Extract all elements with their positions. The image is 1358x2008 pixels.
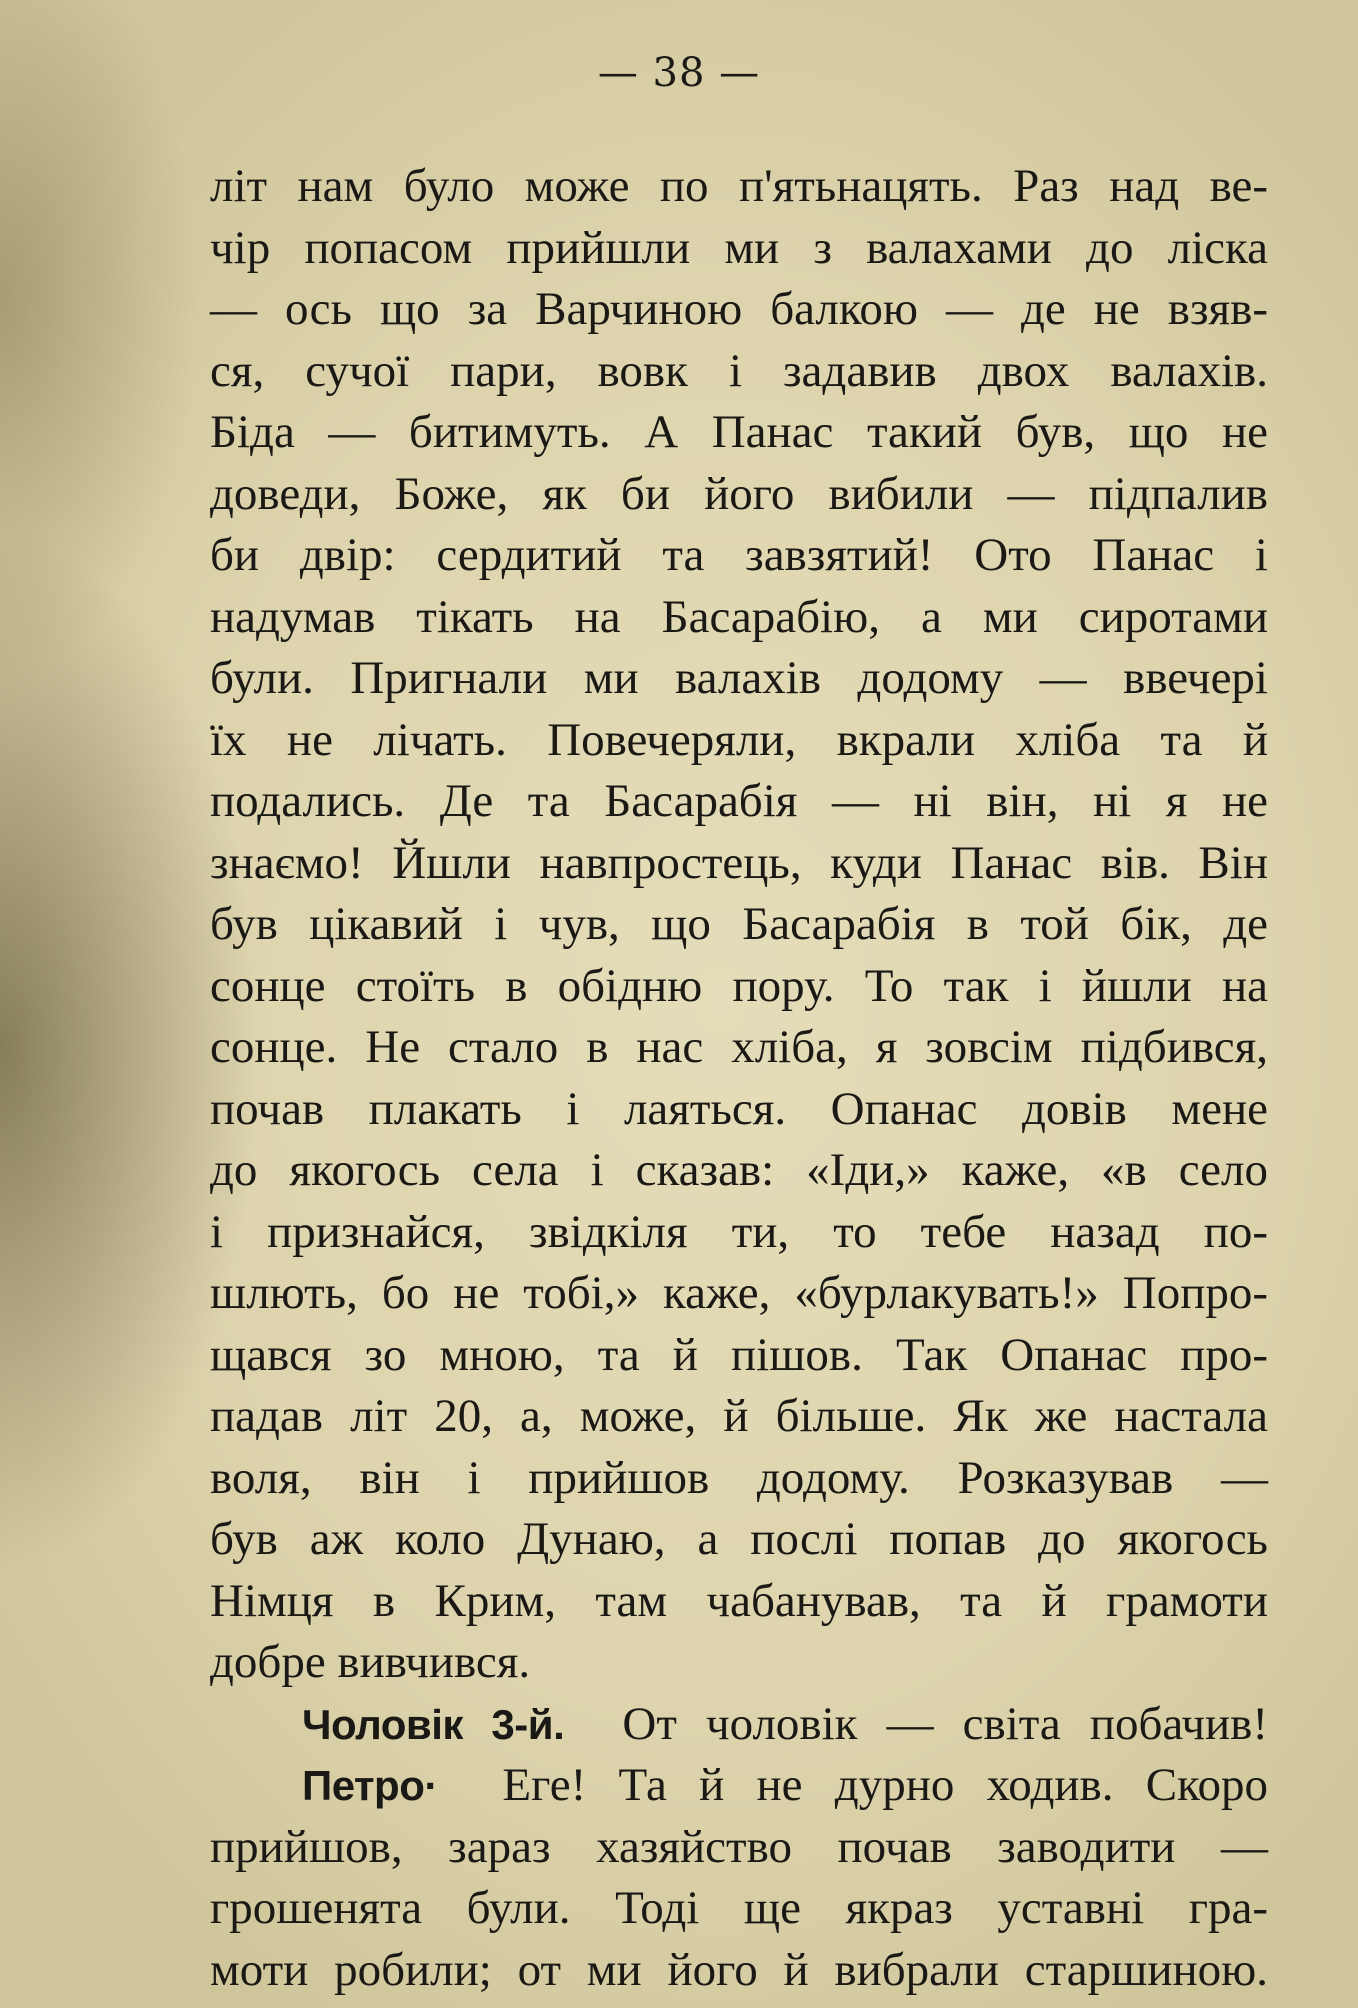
- text-line: Німця в Крим, там чабанував, та й грамоти: [210, 1574, 1268, 1627]
- speaker-name: Чоловік 3-й.: [302, 1700, 565, 1748]
- text-line: грошенята були. Тоді ще якраз уставні гра-: [210, 1882, 1268, 1934]
- page-number: — 38 —: [597, 50, 761, 96]
- text-line: воля, він і прийшов додому. Розказував —: [210, 1451, 1268, 1504]
- dialogue-line: [210, 1755, 1268, 1817]
- dialogue-text: От чоловік — світа побачив!: [622, 1697, 1269, 1750]
- text-line: би двір: сердитий та завзятий! Ото Панас і: [210, 529, 1268, 581]
- text-line: ся, сучої пари, вовк і задавив двох валахів.: [210, 344, 1268, 397]
- dialogue-text: Еге! Та й не дурно ходив. Скоро: [502, 1759, 1269, 1811]
- text-line: і признайся, звідкіля ти, то тебе назад по-: [210, 1205, 1268, 1258]
- text-line: добре вивчився.: [210, 1636, 531, 1688]
- text-line: доведи, Боже, як би його вибили — підпалив: [210, 467, 1268, 520]
- text-line: знаємо! Йшли навпростець, куди Панас вів. Він: [210, 836, 1268, 889]
- text-line: до якогось села і сказав: «Іди,» каже, «в село: [210, 1144, 1268, 1196]
- text-line: був аж коло Дунаю, а послі попав до якогось: [210, 1513, 1268, 1565]
- text-line: падав літ 20, а, може, й більше. Як же настала: [210, 1390, 1268, 1442]
- speaker-name: Петро·: [302, 1762, 438, 1809]
- text-line: Біда — битимуть. А Панас такий був, що не: [210, 406, 1268, 458]
- text-line: щався зо мною, та й пішов. Так Опанас про-: [210, 1328, 1268, 1381]
- text-line: сонце. Не стало в нас хліба, я зовсім підбився,: [210, 1021, 1268, 1073]
- text-line: літ нам було може по п'ятьнацять. Раз над ве-: [210, 160, 1268, 212]
- dialogue-line: [210, 1694, 1268, 1756]
- text-line: моти робили; от ми його й вибрали старшиною.: [210, 1943, 1268, 1996]
- text-line: був цікавий і чув, що Басарабія в той бік, де: [210, 898, 1268, 950]
- text-line: шлють, бо не тобі,» каже, «бурлакувать!» Попро-: [210, 1267, 1268, 1319]
- text-line: надумав тікать на Басарабію, а ми сиротами: [210, 590, 1268, 643]
- text-line: чір попасом прийшли ми з валахами до ліска: [210, 221, 1268, 274]
- text-line: прийшов, зараз хазяйство почав заводити —: [210, 1820, 1268, 1873]
- text-line: були. Пригнали ми валахів додому — ввечері: [210, 652, 1268, 704]
- text-line: почав плакать і лаяться. Опанас довів мене: [210, 1082, 1268, 1135]
- text-line: — ось що за Варчиною балкою — де не взяв-: [210, 283, 1268, 335]
- text-line: їх не лічать. Повечеряли, вкрали хліба та й: [210, 713, 1268, 766]
- text-line: сонце стоїть в обідню пору. То так і йшли на: [210, 959, 1268, 1012]
- text-line: подались. Де та Басарабія — ні він, ні я не: [210, 775, 1268, 827]
- page-text: [210, 156, 1268, 2001]
